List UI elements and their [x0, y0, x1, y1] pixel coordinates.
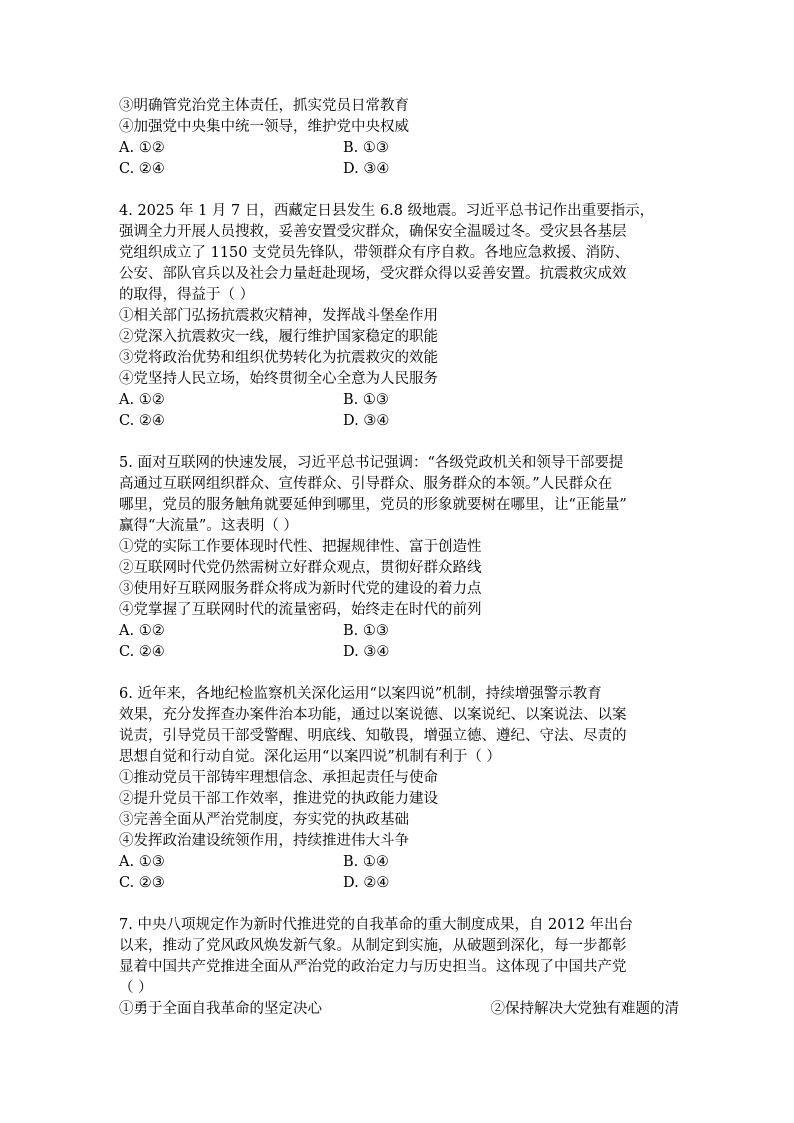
q3-options-row-2 — [119, 159, 679, 180]
q4-options-row-1 — [119, 390, 679, 411]
q4-stem-line-1: 4. 2025 年 1 月 7 日，西藏定日县发生 6.8 级地震。习近平总书记作出重要指示， — [119, 203, 655, 219]
q5-item-4: ④党掌握了互联网时代的流量密码，始终走在时代的前列 — [119, 602, 482, 618]
q5-stem-line-3: 哪里，党员的服务触角就要延伸到哪里，党员的形象就要树在哪里，让“正能量” — [119, 497, 627, 513]
question-5 — [119, 453, 679, 663]
q4-item-3: ③党将政治优势和组织优势转化为抗震救灾的效能 — [119, 350, 438, 366]
question-6 — [119, 684, 679, 894]
q6-option-d: D. ②④ — [343, 875, 390, 891]
q7-items-row — [119, 999, 679, 1020]
q6-stem-line-1: 6. 近年来，各地纪检监察机关深化运用“以案四说”机制，持续增强警示教育 — [119, 686, 602, 702]
q4-option-d: D. ③④ — [343, 413, 390, 429]
spacer — [119, 180, 679, 201]
q5-stem-line-4: 赢得“大流量”。这表明（ ） — [119, 518, 298, 534]
q5-stem-line-1: 5. 面对互联网的快速发展，习近平总书记强调：“各级党政机关和领导干部要提 — [119, 455, 624, 471]
q4-stem-line-4: 公安、部队官兵以及社会力量赶赴现场，受灾群众得以妥善安置。抗震救灾成效 — [119, 266, 627, 282]
q7-stem-line-1: 7. 中央八项规定作为新时代推进党的自我革命的重大制度成果，自 2012 年出台 — [119, 917, 634, 933]
q6-option-b: B. ①④ — [343, 854, 389, 870]
q5-options-row-1 — [119, 621, 679, 642]
q6-stem-line-4: 思想自觉和行动自觉。深化运用“以案四说”机制有利于（ ） — [119, 749, 501, 765]
q7-stem-line-2: 以来，推动了党风政风焕发新气象。从制定到实施，从破题到深化，每一步都彰 — [119, 938, 627, 954]
q6-options-row-1 — [119, 852, 679, 873]
q3-item-3: ③明确管党治党主体责任，抓实党员日常教育 — [119, 98, 409, 114]
q4-item-2: ②党深入抗震救灾一线，履行维护国家稳定的职能 — [119, 329, 438, 345]
q5-item-3: ③使用好互联网服务群众将成为新时代党的建设的着力点 — [119, 581, 482, 597]
q4-option-a: A. ①② — [119, 392, 165, 408]
q5-item-1: ①党的实际工作要体现时代性、把握规律性、富于创造性 — [119, 539, 482, 555]
q3-options-row-1 — [119, 138, 679, 159]
q3-item-4: ④加强党中央集中统一领导，维护党中央权威 — [119, 119, 409, 135]
q4-option-c: C. ②④ — [119, 413, 165, 429]
q6-options-row-2 — [119, 873, 679, 894]
q7-stem-line-3: 显着中国共产党推进全面从严治党的政治定力与历史担当。这体现了中国共产党 — [119, 959, 627, 975]
q5-option-c: C. ②④ — [119, 644, 165, 660]
q4-item-4: ④党坚持人民立场，始终贯彻全心全意为人民服务 — [119, 371, 438, 387]
q5-option-a: A. ①② — [119, 623, 165, 639]
q6-item-3: ③完善全面从严治党制度，夯实党的执政基础 — [119, 812, 409, 828]
q3-option-a: A. ①② — [119, 140, 165, 156]
exam-page — [119, 96, 679, 1020]
q6-item-1: ①推动党员干部铸牢理想信念、承担起责任与使命 — [119, 770, 438, 786]
q6-option-c: C. ②③ — [119, 875, 165, 891]
spacer — [119, 432, 679, 453]
question-4 — [119, 201, 679, 432]
q4-options-row-2 — [119, 411, 679, 432]
q6-item-2: ②提升党员干部工作效率，推进党的执政能力建设 — [119, 791, 438, 807]
q3-option-c: C. ②④ — [119, 161, 165, 177]
q5-options-row-2 — [119, 642, 679, 663]
q5-option-b: B. ①③ — [343, 623, 389, 639]
q6-item-4: ④发挥政治建设统领作用，持续推进伟大斗争 — [119, 833, 409, 849]
spacer — [119, 663, 679, 684]
q6-option-a: A. ①③ — [119, 854, 165, 870]
q7-item-2: ②保持解决大党独有难题的清 — [490, 1001, 679, 1017]
spacer — [119, 894, 679, 915]
q7-stem-line-4: （ ） — [119, 980, 153, 996]
q4-stem-line-5: 的取得，得益于（ ） — [119, 287, 255, 303]
q5-stem-line-2: 高通过互联网组织群众、宣传群众、引导群众、服务群众的本领。”人民群众在 — [119, 476, 613, 492]
q4-option-b: B. ①③ — [343, 392, 389, 408]
q4-item-1: ①相关部门弘扬抗震救灾精神，发挥战斗堡垒作用 — [119, 308, 438, 324]
q3-option-d: D. ③④ — [343, 161, 390, 177]
question-3-tail — [119, 96, 679, 180]
q4-stem-line-2: 强调全力开展人员搜救，妥善安置受灾群众，确保安全温暖过冬。受灾县各基层 — [119, 224, 627, 240]
q5-item-2: ②互联网时代党仍然需树立好群众观点，贯彻好群众路线 — [119, 560, 482, 576]
q6-stem-line-2: 效果，充分发挥查办案件治本功能，通过以案说德、以案说纪、以案说法、以案 — [119, 707, 627, 723]
q5-option-d: D. ③④ — [343, 644, 390, 660]
q6-stem-line-3: 说责，引导党员干部受警醒、明底线、知敬畏，增强立德、遵纪、守法、尽责的 — [119, 728, 627, 744]
q7-item-1: ①勇于全面自我革命的坚定决心 — [119, 1001, 322, 1017]
q3-option-b: B. ①③ — [343, 140, 389, 156]
q4-stem-line-3: 党组织成立了 1150 支党员先锋队，带领群众有序自救。各地应急救援、消防、 — [119, 245, 630, 261]
question-7 — [119, 915, 679, 1020]
